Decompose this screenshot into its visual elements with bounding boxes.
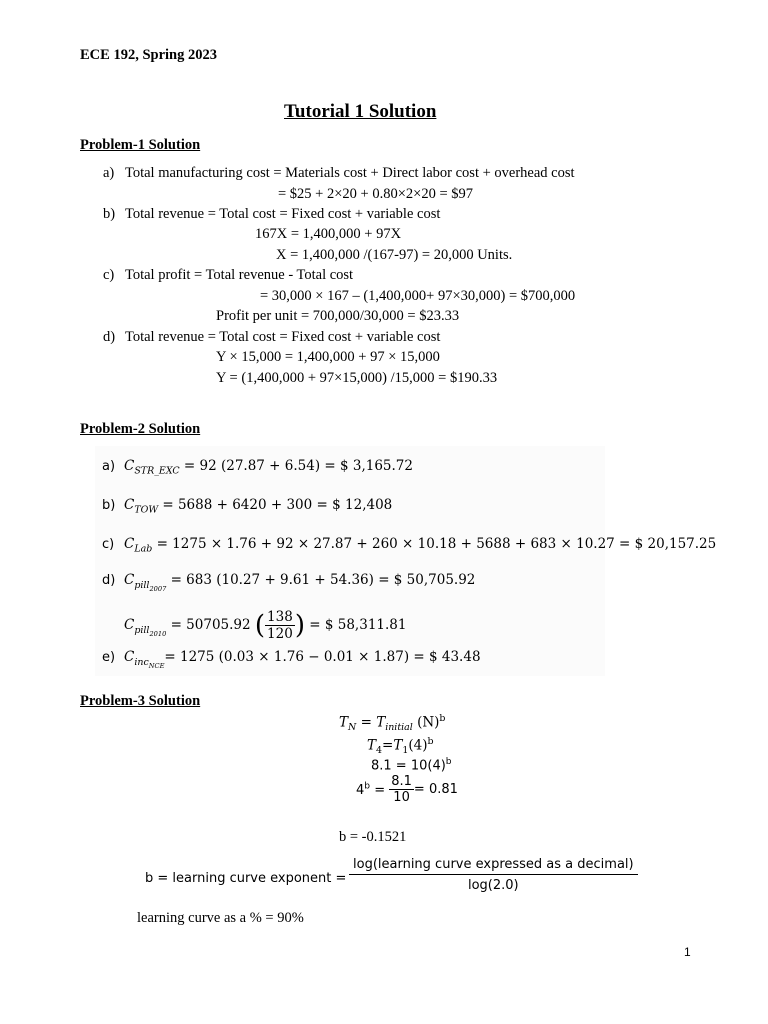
p2-e-equation: $C_{inc_{NCE}}= 1275$ (0.03 × 1.76 − 0.01 × 1.87) = $ 43.48 bbox=[124, 649, 481, 670]
p3-formula-fraction bbox=[349, 857, 638, 893]
p3-eq3: $8.1 = 10(4)^b$ bbox=[371, 757, 452, 774]
p2-c-label: c) bbox=[102, 537, 115, 552]
problem2-heading: Problem-2 Solution bbox=[80, 421, 201, 437]
page-title: Tutorial 1 Solution bbox=[284, 101, 437, 122]
p1-d-label: d) bbox=[103, 329, 116, 345]
p3-formula-lhs: b = learning curve exponent = bbox=[145, 871, 347, 886]
p1-a-line2: = $25 + 2×20 + 0.80×2×20 = $97 bbox=[278, 186, 473, 202]
p2-b-equation: $C_{TOW} = 5688 + 6420 + 300$ = $ 12,408 bbox=[124, 497, 393, 516]
p3-fraction: $\frac{8.1}{10}$ bbox=[391, 774, 412, 805]
p2-c-equation: $C_{Lab} = 1275 \times 1.76 + 92 \times 27.87 + 260 \times 10.18 + 5688 + 683 \times 10.27$ = $ 20,157.25 bbox=[124, 536, 717, 555]
p2-a-label: a) bbox=[102, 459, 116, 474]
p1-c-line3: Profit per unit = 700,000/30,000 = $23.33 bbox=[216, 308, 460, 324]
inflation-fraction: $\frac{138}{120}$ bbox=[267, 609, 293, 642]
p3-formula-denominator: log(2.0) bbox=[467, 878, 519, 893]
p1-b-label: b) bbox=[103, 206, 116, 222]
p1-a-line1: Total manufacturing cost = Materials cost + Direct labor cost + overhead cost bbox=[125, 165, 575, 181]
p1-d-line1: Total revenue = Total cost = Fixed cost + variable cost bbox=[125, 329, 441, 345]
p3-eq1: $T_N = T_{initial}$ $(N)^b$ bbox=[339, 713, 446, 734]
p1-b-line3: X = 1,400,000 /(167-97) = 20,000 Units. bbox=[276, 247, 513, 263]
p1-a-label: a) bbox=[103, 165, 115, 181]
p3-b-value: b = -0.1521 bbox=[339, 829, 407, 845]
p2-e-label: e) bbox=[102, 650, 116, 665]
p2-d-equation: $C_{pill_{2007}} = 683$ (10.27 + 9.61 + 54.36) = $ 50,705.92 bbox=[124, 572, 476, 593]
p2-a-equation: $C_{STR\_EXC} = 92$ (27.87 + 6.54) = $ 3,165.72 bbox=[124, 458, 413, 477]
course-header: ECE 192, Spring 2023 bbox=[80, 47, 217, 63]
p2-d-label: d) bbox=[102, 573, 116, 588]
p1-d-line3: Y = (1,400,000 + 97×15,000) /15,000 = $190.33 bbox=[216, 370, 498, 386]
p1-b-line2: 167X = 1,400,000 + 97X bbox=[255, 226, 402, 242]
p3-percent: learning curve as a % = 90% bbox=[137, 910, 304, 926]
problem3-heading: Problem-3 Solution bbox=[80, 693, 201, 709]
p1-c-line1: Total profit = Total revenue - Total cost bbox=[125, 267, 354, 283]
p1-b-line1: Total revenue = Total cost = Fixed cost + variable cost bbox=[125, 206, 441, 222]
p1-c-line2: = 30,000 × 167 – (1,400,000+ 97×30,000) = $700,000 bbox=[260, 288, 576, 304]
p3-eq2: $T_4=T_1(4)^b$ bbox=[367, 736, 434, 757]
page-number: 1 bbox=[684, 945, 691, 959]
p3-formula-numerator: log(learning curve expressed as a decimal) bbox=[349, 857, 638, 875]
p3-eq4: $4^b$ = $\frac{8.1}{10}$ = 0.81 bbox=[356, 774, 458, 805]
problem1-heading: Problem-1 Solution bbox=[80, 137, 201, 153]
p1-c-label: c) bbox=[103, 267, 115, 283]
p2-b-label: b) bbox=[102, 498, 116, 513]
p1-d-line2: Y × 15,000 = 1,400,000 + 97 × 15,000 bbox=[216, 349, 440, 365]
p2-d2-equation: $C_{pill_{2010}} = 50705.92$ ( $\frac{138}{120}$ ) = $ 58,311.81 bbox=[124, 609, 407, 642]
